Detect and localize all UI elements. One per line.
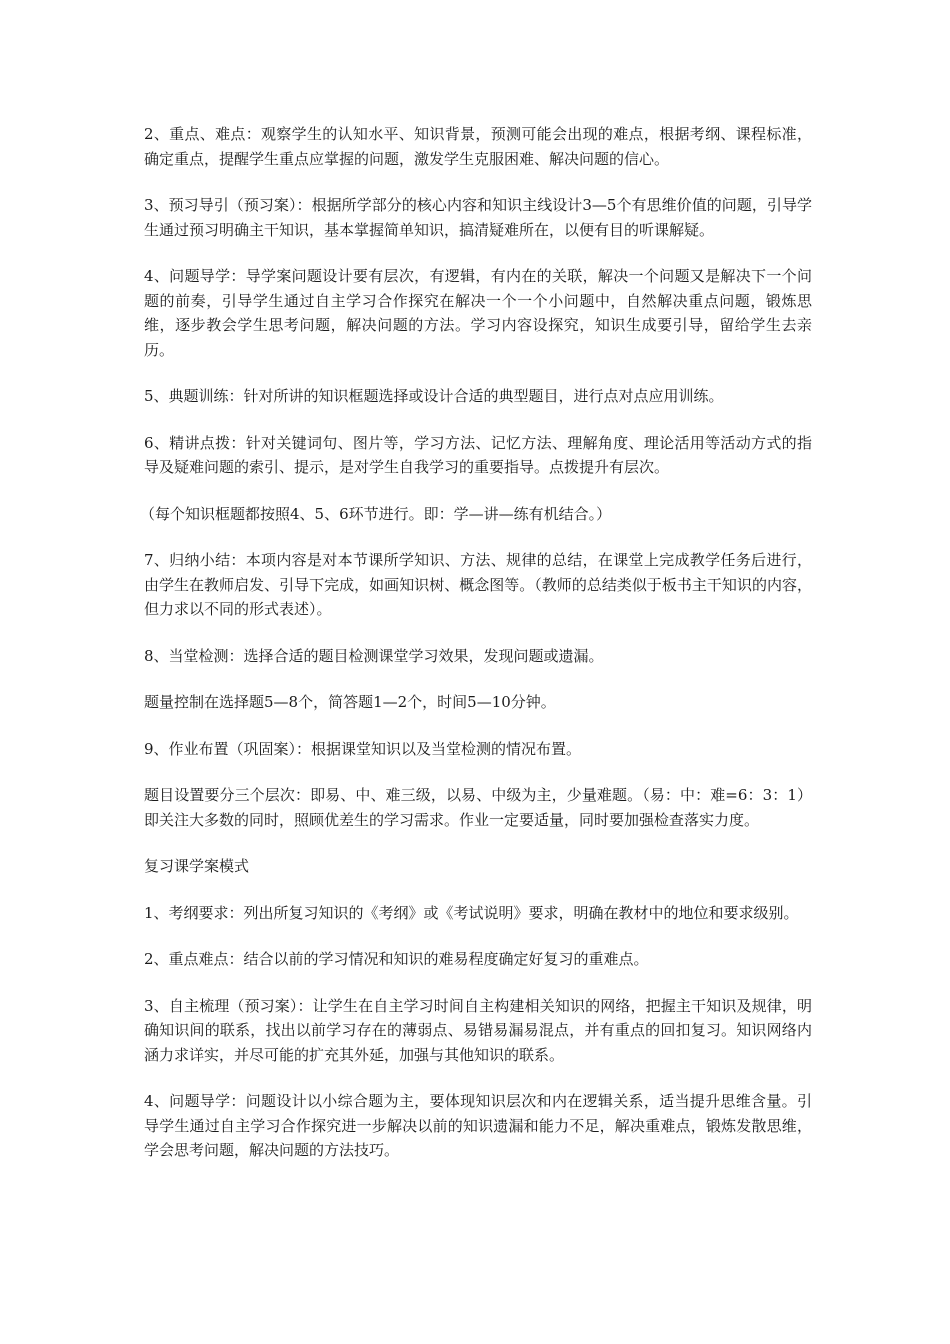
- paragraph-intensive-explanation: 6、精讲点拨：针对关键词句、图片等，学习方法、记忆方法、理解角度、理论活用等活动方式的指导及疑难问题的索引、提示，是对学生自我学习的重要指导。点拨提升有层次。: [144, 433, 812, 476]
- paragraph-self-organization: 3、自主梳理（预习案）：让学生在自主学习时间自主构建相关知识的网络，把握主干知识及规律，明确知识间的联系，找出以前学习存在的薄弱点、易错易漏易混点，并有重点的回扣复习。知识网络内涵力求详实，并尽可能的扩充其外延，加强与其他知识的联系。: [144, 996, 812, 1064]
- paragraph-note-steps: （每个知识框题都按照4、5、6环节进行。即：学—讲—练有机结合。）: [140, 504, 612, 523]
- paragraph-problem-guided-learning: 4、问题导学：导学案问题设计要有层次，有逻辑，有内在的关联，解决一个问题又是解决下一个问题的前奏，引导学生通过自主学习合作探究在解决一个一个小问题中，自然解决重点问题，锻炼思维，逐步教会学生思考问题，解决问题的方法。学习内容设探究，知识生成要引导，留给学生去亲历。: [144, 267, 812, 359]
- paragraph-homework: 9、作业布置（巩固案）：根据课堂知识以及当堂检测的情况布置。: [144, 739, 582, 758]
- paragraph-homework-levels: 题目设置要分三个层次：即易、中、难三级，以易、中级为主，少量难题。（易：中：难=6：3：1）即关注大多数的同时，照顾优差生的学习需求。作业一定要适量，同时要加强检查落实力度。: [144, 786, 812, 829]
- paragraph-typical-exercise-training: 5、典题训练：针对所讲的知识框题选择或设计合适的典型题目，进行点对点应用训练。: [144, 387, 724, 405]
- paragraph-key-difficult-points: 2、重点、难点：观察学生的认知水平、知识背景，预测可能会出现的难点，根据考纲、课程标准，确定重点，提醒学生重点应掌握的问题，激发学生克服困难、解决问题的信心。: [144, 125, 812, 168]
- paragraph-exam-requirements: 1、考纲要求：列出所复习知识的《考纲》或《考试说明》要求，明确在教材中的地位和要求级别。: [144, 903, 799, 922]
- paragraph-question-quantity: 题量控制在选择题5—8个，简答题1—2个，时间5—10分钟。: [144, 693, 556, 711]
- section-heading-review-lesson: 复习课学案模式: [144, 857, 250, 875]
- paragraph-in-class-test: 8、当堂检测：选择合适的题目检测课堂学习效果，发现问题或遗漏。: [144, 646, 604, 665]
- paragraph-review-key-points: 2、重点难点：结合以前的学习情况和知识的难易程度确定好复习的重难点。: [144, 950, 649, 968]
- paragraph-summary: 7、归纳小结：本项内容是对本节课所学知识、方法、规律的总结，在课堂上完成教学任务后进行，由学生在教师启发、引导下完成，如画知识树、概念图等。（教师的总结类似于板书主干知识的内容，但力求以不同的形式表述）。: [144, 551, 812, 618]
- paragraph-preview-guide: 3、预习导引（预习案）：根据所学部分的核心内容和知识主线设计3—5个有思维价值的问题，引导学生通过预习明确主干知识，基本掌握简单知识，搞清疑难所在，以便有目的听课解疑。: [144, 196, 812, 239]
- paragraph-review-problem-guided: 4、问题导学：问题设计以小综合题为主，要体现知识层次和内在逻辑关系，适当提升思维含量。引导学生通过自主学习合作探究进一步解决以前的知识遗漏和能力不足，解决重难点，锻炼发散思维，学会思考问题，解决问题的方法技巧。: [144, 1092, 812, 1159]
- document-body: [140, 122, 812, 1185]
